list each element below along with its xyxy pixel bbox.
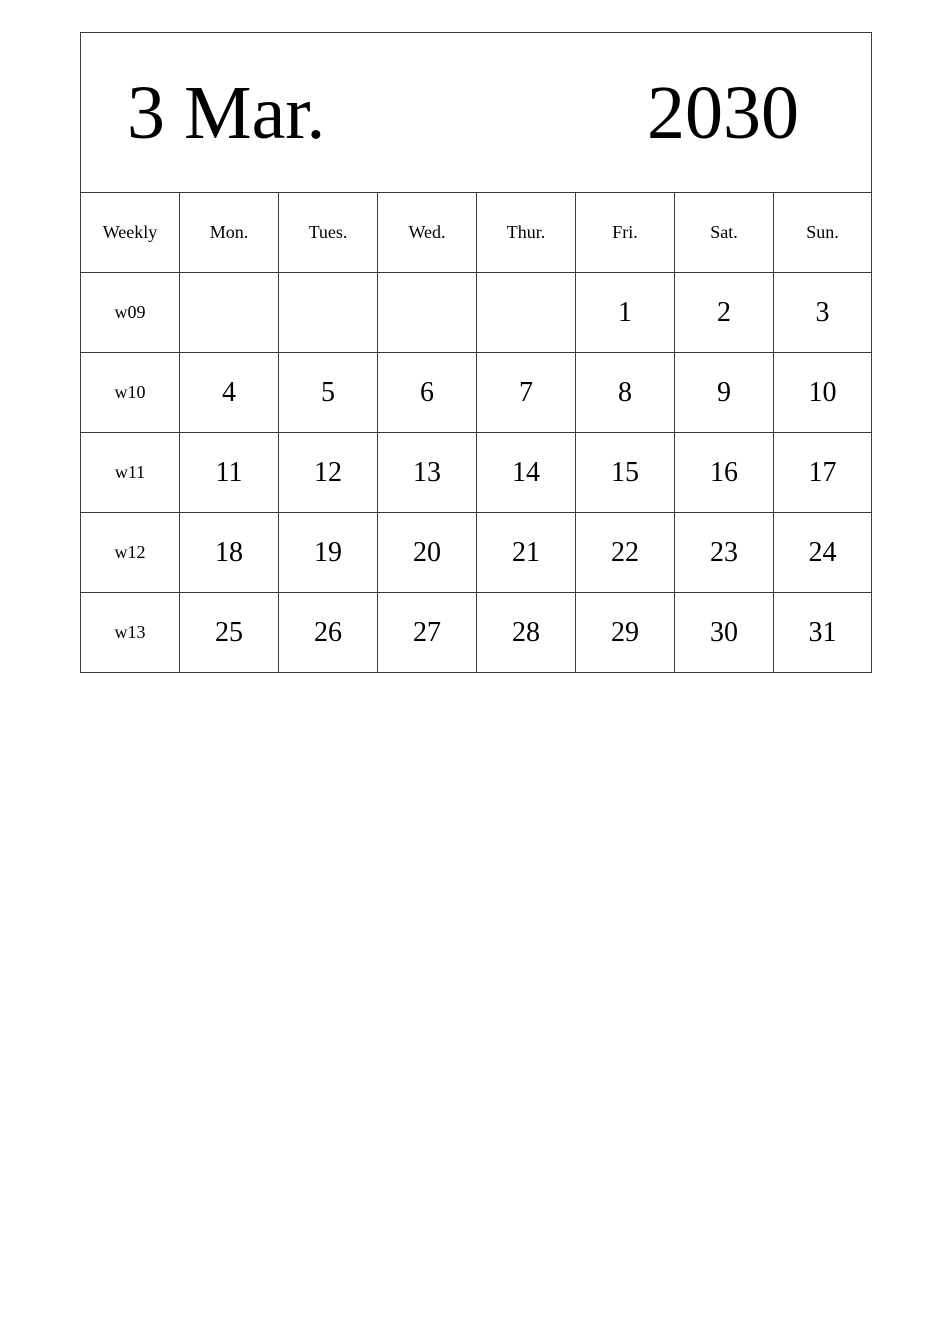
day-cell: 16 (675, 433, 774, 513)
day-cell: 31 (774, 593, 872, 673)
day-cell: 18 (180, 513, 279, 593)
day-cell: 12 (279, 433, 378, 513)
column-header-tue: Tues. (279, 193, 378, 273)
day-cell (477, 273, 576, 353)
day-cell: 15 (576, 433, 675, 513)
day-cell: 28 (477, 593, 576, 673)
week-row (81, 513, 872, 593)
week-row (81, 593, 872, 673)
calendar-header-row (81, 33, 872, 193)
column-header-wed: Wed. (378, 193, 477, 273)
week-number: w11 (81, 433, 180, 513)
calendar-table (80, 32, 872, 673)
year-title: 2030 (647, 71, 799, 155)
day-cell: 21 (477, 513, 576, 593)
week-row (81, 433, 872, 513)
day-cell: 13 (378, 433, 477, 513)
week-row (81, 273, 872, 353)
column-header-mon: Mon. (180, 193, 279, 273)
day-cell: 19 (279, 513, 378, 593)
day-cell: 30 (675, 593, 774, 673)
day-cell: 3 (774, 273, 872, 353)
day-cell: 25 (180, 593, 279, 673)
day-cell (180, 273, 279, 353)
week-number: w09 (81, 273, 180, 353)
column-header-weekly: Weekly (81, 193, 180, 273)
day-cell: 4 (180, 353, 279, 433)
day-cell: 11 (180, 433, 279, 513)
day-cell: 22 (576, 513, 675, 593)
day-cell: 29 (576, 593, 675, 673)
day-cell: 9 (675, 353, 774, 433)
day-cell: 20 (378, 513, 477, 593)
week-number: w12 (81, 513, 180, 593)
week-number: w13 (81, 593, 180, 673)
day-cell: 2 (675, 273, 774, 353)
month-title: 3 Mar. (127, 71, 326, 155)
day-cell (378, 273, 477, 353)
day-cell: 5 (279, 353, 378, 433)
column-header-sun: Sun. (774, 193, 872, 273)
column-header-fri: Fri. (576, 193, 675, 273)
day-cell: 6 (378, 353, 477, 433)
day-cell: 8 (576, 353, 675, 433)
week-number: w10 (81, 353, 180, 433)
day-cell: 10 (774, 353, 872, 433)
column-header-sat: Sat. (675, 193, 774, 273)
calendar-header (81, 33, 872, 193)
day-cell: 24 (774, 513, 872, 593)
day-cell: 27 (378, 593, 477, 673)
day-cell: 17 (774, 433, 872, 513)
week-row (81, 353, 872, 433)
day-cell: 1 (576, 273, 675, 353)
day-cell: 23 (675, 513, 774, 593)
day-cell: 14 (477, 433, 576, 513)
day-cell: 7 (477, 353, 576, 433)
day-cell (279, 273, 378, 353)
weekday-header-row (81, 193, 872, 273)
day-cell: 26 (279, 593, 378, 673)
column-header-thu: Thur. (477, 193, 576, 273)
